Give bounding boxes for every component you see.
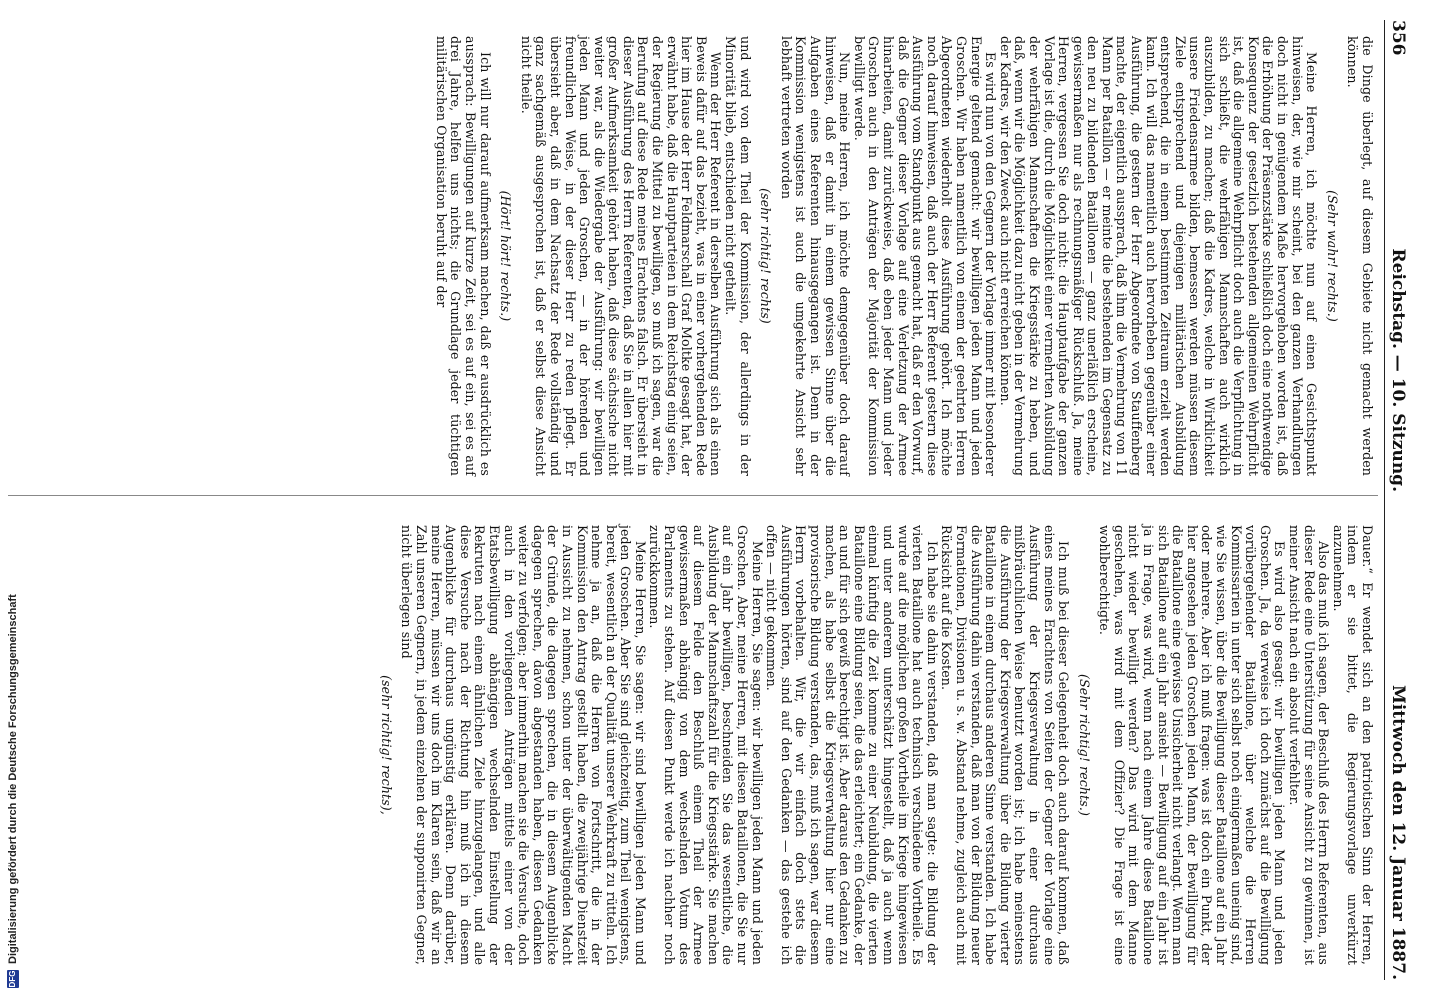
right-column <box>372 525 1374 965</box>
paragraph: Dauer.“ Er wendet sich an den patriotischen Sinn der Herren, indem er sie bittet, die Regierungsvorlage unverkürzt anzunehmen. <box>1330 525 1375 965</box>
interjection: (Sehr richtig! rechts.) <box>1076 674 1092 816</box>
dfg-logo: DFG <box>8 970 17 988</box>
interjection: (Hört! hört! rechts.) <box>498 190 514 322</box>
paragraph: Meine Herren, Sie sagen: wir bewilligen jeden Mann und jeden Groschen. Aber, meine Herren, mit diesen Bataillonen, die Sie nur auf ein Jahr bewilligen, beschneiden Sie das wesentliche, die Ausbildung der Mannschaftszahl für die Kriegsstärke. Sie machen auf diesem Felde den Beschluß einem Theil der Armee gewissermaßen abhängig von dem wechselnden Votum des Parlaments zu stehen. Auf diesen Punkt werde ich nachher noch zurückkommen. <box>647 525 765 965</box>
interjection: (Sehr wahr! rechts.) <box>1324 190 1340 322</box>
paragraph: Meine Herren, Sie sagen: wir sind bewilligen jeden Mann und jeden Groschen. Aber Sie sind gleichzeitig, zum Theil wenigstens, bereit, wesentlich an der Qualität unserer Wehrkraft zu rütteln. Ich nehme ja an, daß die Herren von Fortschritt, die in der Kommission den Antrag gestellt haben, die zweijährige Dienstzeit in Aussicht zu nehmen, schon unter der überwältigenden Macht der Gründe, die dagegen sprechen, die in diesem Augenblicke dagegen sprechen, davon abgestanden haben, diesen Gedanken weiter zu verfolgen; aber immerhin machen sie die Versuche, doch auch in den vorliegenden Anträgen mittels einer von der Etatsbewilligung abhängigen wechselnden Einstellung der Rekruten nach einem ähnlichen Ziele hinzugelangen, und alle diese Versuche nach der Richtung hin muß ich in diesem Augenblicke für durchaus ungünstig erklären. Denn darüber, meine Herren, müssen wir uns doch im Klaren sein, daß wir an Zahl unseren Gegnern, in jedem einzelnen der supponirten Gegner, nicht überlegen sind <box>399 525 648 965</box>
running-title: Reichstag. — 10. Sitzung. <box>1388 248 1408 492</box>
paragraph: Ich muß bei dieser Gelegenheit doch auch darauf kommen, daß eines meines Erachtens von Seiten der Gegner der Vorlage eine Ausführung der Kriegsverwaltung in einer durchaus mißbräuchlichen Weise benutzt worden ist; ich habe meinestens die Ausführung der Kriegsverwaltung über die Bildung vierter Bataillone in einem durchaus anderen Sinne verstanden. Ich habe die Ausführung dahin verstanden, daß man von der Bildung neuer Formationen, Divisionen u. s. w. Abstand nehme, zugleich auch mit Rücksicht auf die Kosten. <box>939 525 1072 965</box>
credit-text: Digitalisierung gefördert durch die Deutsche Forschungsgemeinschaft <box>7 594 19 964</box>
column-divider <box>8 495 1378 496</box>
paragraph: die Dinge überlegt, auf diesem Gebiete nicht gemacht werden können. <box>1345 36 1375 476</box>
paragraph: Also das muß ich sagen, der Beschluß des Herrn Referenten, aus dieser Rede eine Unterstützung für seine Ansicht zu gewinnen, ist meiner Ansicht nach ein absolut verfehlter. <box>1287 525 1332 965</box>
interjection: (sehr richtig! rechts) <box>758 188 774 324</box>
paragraph: Meine Herren, ich möchte nun auf einen Gesichtspunkt hinweisen, der, wie mir scheint, bei den ganzen Verhandlungen doch nicht in genügendem Maße hervorgehoben worden ist, daß die Erhöhung der Präsenzstärke schließlich doch eine nothwendige Konsequenz der gesetzlich bestehenden allgemeinen Wehrpflicht ist, daß die allgemeine Wehrpflicht doch auch die Verpflichtung in sich schließt, die wehrfähigen Mannschaften auch wirklich auszubilden, zu machen; daß die Kadres, welche in Wirklichkeit unsere Friedensarmee bilden, bemessen werden müssen diesem Ziele entsprechend und diejenigen militärischen Ausbildung entsprechend, die in einem bestimmten Zeitraum erzielt werden kann. Ich will das namentlich auch hervorheben gegenüber einer Ausführung, die gestern der Herr Abgeordnete von Stauffenberg machte, der eigentlich aussprach, daß ihm die Vermehrung von 11 Mann per Bataillon — er meinte die bestehenden im Gegensatz zu den neu zu bildenden Bataillonen — ganz unerläßlich erscheine, gewissermaßen nur als rechnungsmäßiger Rückschluß. Ja, meine Herren, vergessen Sie doch nicht: die Hauptaufgabe der ganzen Vorlage ist die, durch die Möglichkeit einer vermehrten Ausbildung der wehrfähigen Mannschaften die Kriegsstärke zu heben, und daß, wenn wir die Möglichkeit dazu nicht geben in der Vermehrung der Kadres, wir den Zweck auch nicht erreichen können. <box>997 36 1320 476</box>
page-number: 356 <box>1388 20 1408 56</box>
page-header <box>1384 20 1418 980</box>
paragraph: Es wird also gesagt: wir bewilligen jeden Mann und jeden Groschen. Ja, da verweise ich doch zunächst auf die Bewilligung vorübergehender Bataillone, über welche die Herren Kommissarien in unter sich selbst noch einigermaßen uneinig sind, wie Sie wissen, über die Bewilligung dieser Bataillone auf ein Jahr oder mehrere. Aber ich muß fragen: was ist doch ein Punkt, der hier angesehen jeden Groschen jeden Mann, der Bewilligung für die Bataillone eine gewisse Unsicherheit nicht verlangt. Wenn man sich Bataillone auf ein Jahr ansieht — Bewilligung auf ein Jahr ist ja in Frage, was wird, wenn nach einem Jahre diese Bataillone nicht wieder bewilligt werden? Das wird mit dem Manne geschehen, was wird mit dem Offizier? Die Frage ist eine wohlberechtigte. <box>1097 525 1288 965</box>
interjection: (sehr richtig! rechts), <box>378 675 394 815</box>
session-date: Mittwoch den 12. Januar 1887. <box>1388 685 1408 980</box>
left-column <box>433 36 1374 476</box>
paragraph: Ich will nur darauf aufmerksam machen, daß er ausdrücklich es aussprach: Bewilligungen auf kurze Zeit, sei es auf ein, sei es auf drei Jahre, helfen uns nichts; die Grundlage jeder tüchtigen militärischen Organisation beruht auf der <box>433 36 493 476</box>
paragraph: Ich habe sie dahin verstanden, daß man sagte: die Bildung der vierten Bataillone hat auch technisch verschiedene Vortheile. Es wurde auf die möglichen großen Vortheile im Kriege hingewiesen und unter anderem unterschätzt hingestellt, daß ja auch wenn einmal künftig die Zeit komme zu einer Neubildung, die vierten Bataillone eine Bildung seien, die das erleichtert; ein Gedanke, der an und für sich gewiß berechtigt ist. Aber daraus den Gedanken zu machen, als habe selbst die Kriegsverwaltung hier nur eine provisorische Bildung verstanden, das, muß ich sagen, war diesem Herrn vorbehalten. Wir, die wir einfach doch stets die Ausführungen hörten, sind auf den Gedanken — das gestehe ich offen — nicht gekommen. <box>764 525 940 965</box>
paragraph: Es wird nun von den Gegnern der Vorlage immer mit besonderer Energie geltend gemacht: wir bewilligen jeden Mann und jeden Groschen. Wir haben namentlich von einem der geehrten Herren Abgeordneten wiederholt diese Ausführung gehört. Ich möchte noch darauf hinweisen, daß auch der Herr Referent gestern diese Ausführung vom Standpunkt aus gemacht hat, daß er den Vorwurf, daß die Gegner dieser Vorlage auf eine Verletzung der Armee hinarbeiten, damit zurückweise, daß eben jeder Mann und jeder Groschen auch in den Anträgen der Majorität der Kommission bewilligt werde. <box>851 36 999 476</box>
paragraph: Wenn der Herr Referent in derselben Ausführung sich als einen Beweis dafür auf das bezieht, was in einer vorhergehenden Rede hier im Hause der Herr Feldmarschall Graf Moltke gesagt hat, der erwähnt habe, daß die Hauptparteien in dem Reichstag einig seien, der Regierung die Mittel zu bewilligen, so muß ich sagen, war die Berufung auf diese Rede meines Erachtens falsch. Er übersieht in dieser Ausführung des Herrn Referenten, daß Sie in allen hier mit großer Aufmerksamkeit gehört haben, daß diese sächsische nicht weiter war, als die Wiedergabe der Ausführung: wir bewilligen jeden Mann und jeden Groschen, — in der hörenden und freundlichen Weise, in der dieser Herr zu reden pflegt. Er übersieht aber, daß in dem Nachsatz der Rede vollständig und ganz sachgemäß ausgesprochen ist, daß er selbst diese Ansicht nicht theile. <box>518 36 724 476</box>
paragraph: und wird von dem Theil der Kommission, der allerdings in der Minorität blieb, entschieden nicht getheilt. <box>723 36 753 476</box>
digitization-credit <box>3 0 23 1000</box>
paragraph: Nun, meine Herren, ich möchte demgegenüber doch darauf hinweisen, daß er damit in einem gewissen Sinne über die Aufgaben eines Referenten hinausgegangen ist. Denn in der Kommission wenigstens ist auch die umgekehrte Ansicht sehr lebhaft vertreten worden <box>778 36 853 476</box>
